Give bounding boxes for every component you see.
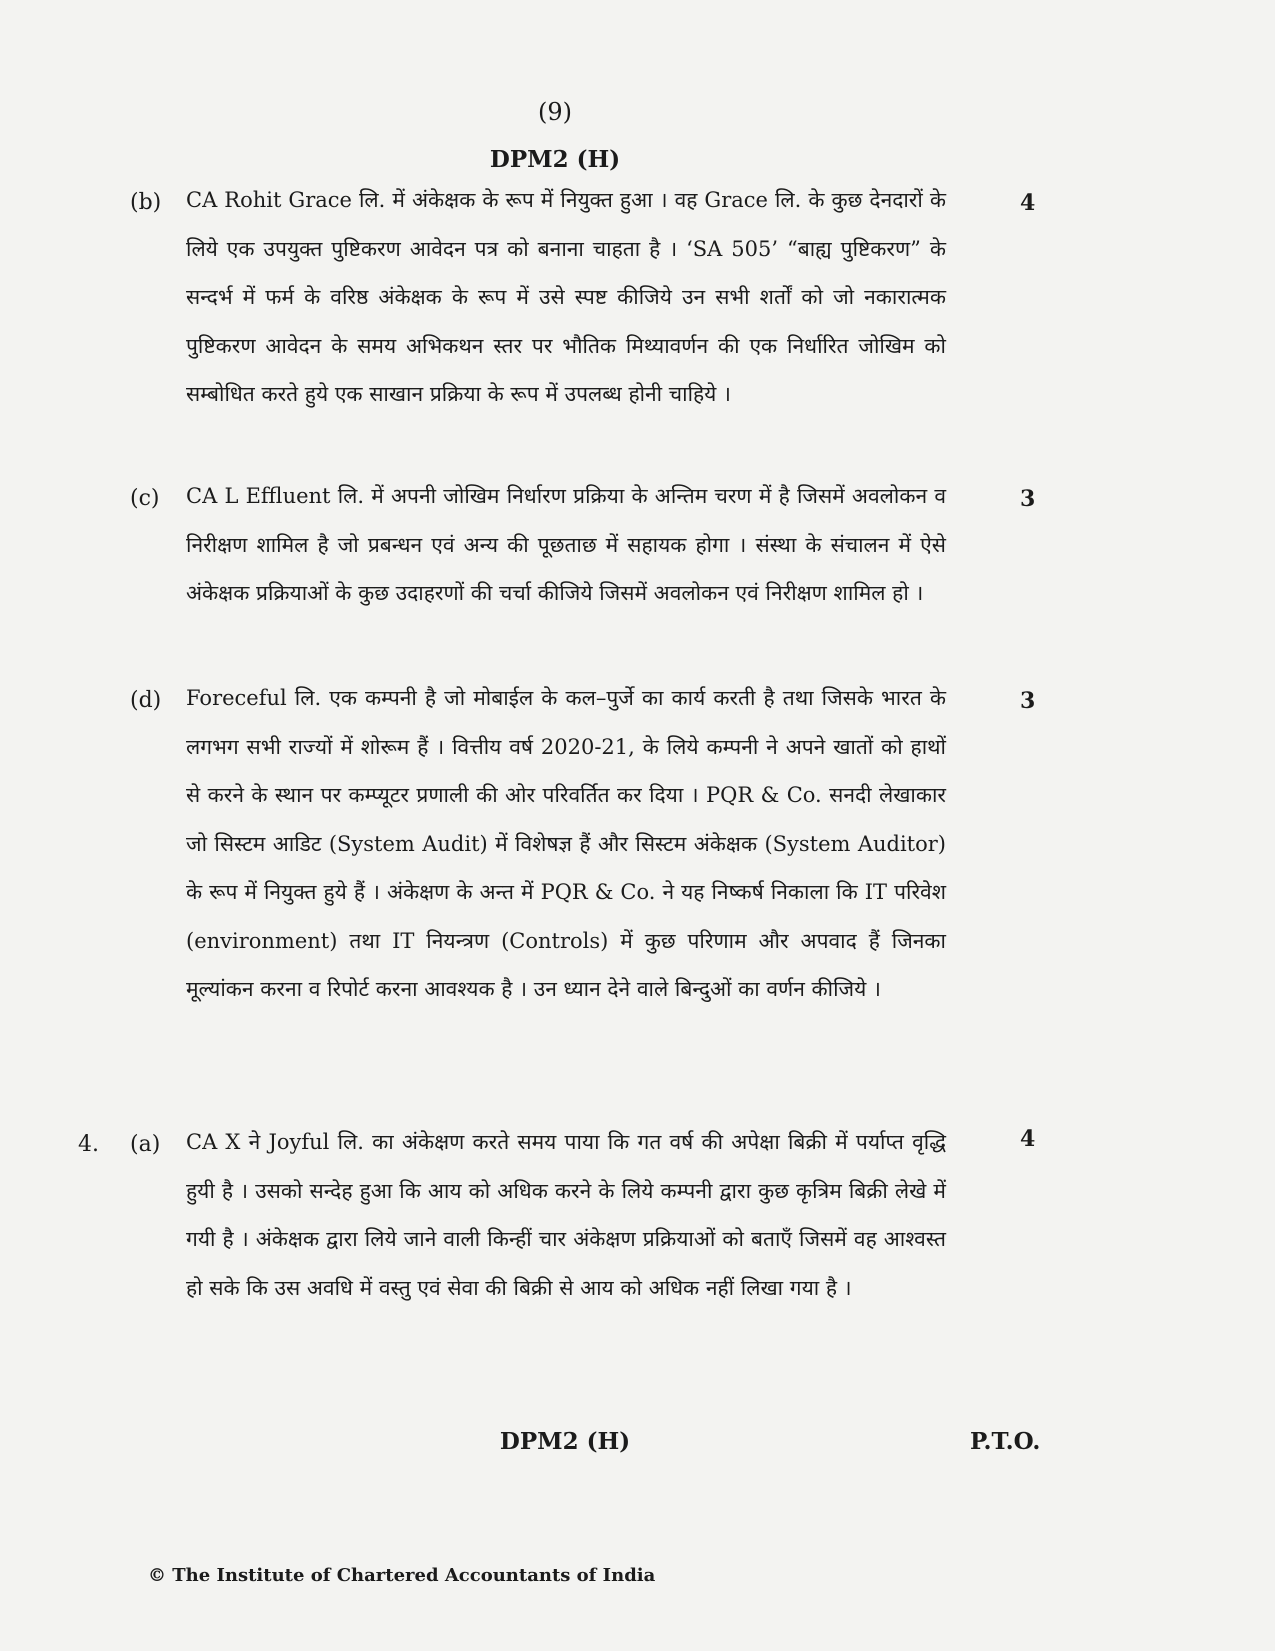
item-label: (d)	[130, 688, 162, 713]
item-text: Foreceful लि. एक कम्पनी है जो मोबाईल के कल–पुर्जे का कार्य करती है तथा जिसके भारत के लगभग सभी राज्यों में शोरूम हैं । वित्तीय वर्ष 2020-21, के लिये कम्पनी ने अपने खातों को हाथों से करने के स्थान पर कम्प्यूटर प्रणाली की ओर परिवर्तित कर दिया । PQR & Co. सनदी लेखाकार जो सिस्टम आडिट (System Audit) में विशेषज्ञ हैं और सिस्टम अंकेक्षक (System Auditor) के रूप में नियुक्त हुये हैं । अंकेक्षण के अन्त में PQR & Co. ने यह निष्कर्ष निकाला कि IT परिवेश (environment) तथा IT नियन्त्रण (Controls) में कुछ परिणाम और अपवाद हैं जिनका मूल्यांकन करना व रिपोर्ट करना आवश्यक है । उन ध्यान देने वाले बिन्दुओं का वर्णन कीजिये ।	[186, 686, 946, 1001]
item-text: CA L Effluent लि. में अपनी जोखिम निर्धारण प्रक्रिया के अन्तिम चरण में है जिसमें अवलोकन व निरीक्षण शामिल है जो प्रबन्धन एवं अन्य की पूछताछ में सहायक होगा । संस्था के संचालन में ऐसे अंकेक्षक प्रक्रियाओं के कुछ उदाहरणों की चर्चा कीजिये जिसमें अवलोकन एवं निरीक्षण शामिल हो ।	[186, 484, 946, 605]
item-label: (a)	[130, 1132, 161, 1157]
pto-note: P.T.O.	[970, 1428, 1041, 1455]
item-marks: 4	[1020, 1126, 1036, 1152]
copyright-notice: © The Institute of Chartered Accountants of India	[148, 1565, 656, 1586]
item-label: (c)	[130, 486, 160, 511]
item-marks: 4	[1020, 190, 1036, 216]
item-marks: 3	[1020, 486, 1036, 512]
item-label: (b)	[130, 190, 162, 215]
question-number: 4.	[78, 1132, 99, 1157]
item-text: CA Rohit Grace लि. में अंकेक्षक के रूप में नियुक्त हुआ । वह Grace लि. के कुछ देनदारों के लिये एक उपयुक्त पुष्टिकरण आवेदन पत्र को बनाना चाहता है । ‘SA 505’ “बाह्य पुष्टिकरण” के सन्दर्भ में फर्म के वरिष्ठ अंकेक्षक के रूप में उसे स्पष्ट कीजिये उन सभी शर्तों को जो नकारात्मक पुष्टिकरण आवेदन के समय अभिकथन स्तर पर भौतिक मिथ्यावर्णन की एक निर्धारित जोखिम को सम्बोधित करते हुये एक साखान प्रक्रिया के रूप में उपलब्ध होनी चाहिये ।	[186, 188, 946, 406]
item-marks: 3	[1020, 688, 1036, 714]
paper-code-header: DPM2 (H)	[489, 146, 621, 173]
paper-code-footer: DPM2 (H)	[499, 1428, 631, 1455]
page-number: (9)	[538, 98, 572, 126]
item-text: CA X ने Joyful लि. का अंकेक्षण करते समय पाया कि गत वर्ष की अपेक्षा बिक्री में पर्याप्त वृद्धि हुयी है । उसको सन्देह हुआ कि आय को अधिक करने के लिये कम्पनी द्वारा कुछ कृत्रिम बिक्री लेखे में गयी है । अंकेक्षक द्वारा लिये जाने वाली किन्हीं चार अंकेक्षण प्रक्रियाओं को बताएँ जिसमें वह आश्वस्त हो सके कि उस अवधि में वस्तु एवं सेवा की बिक्री से आय को अधिक नहीं लिखा गया है ।	[186, 1130, 946, 1300]
